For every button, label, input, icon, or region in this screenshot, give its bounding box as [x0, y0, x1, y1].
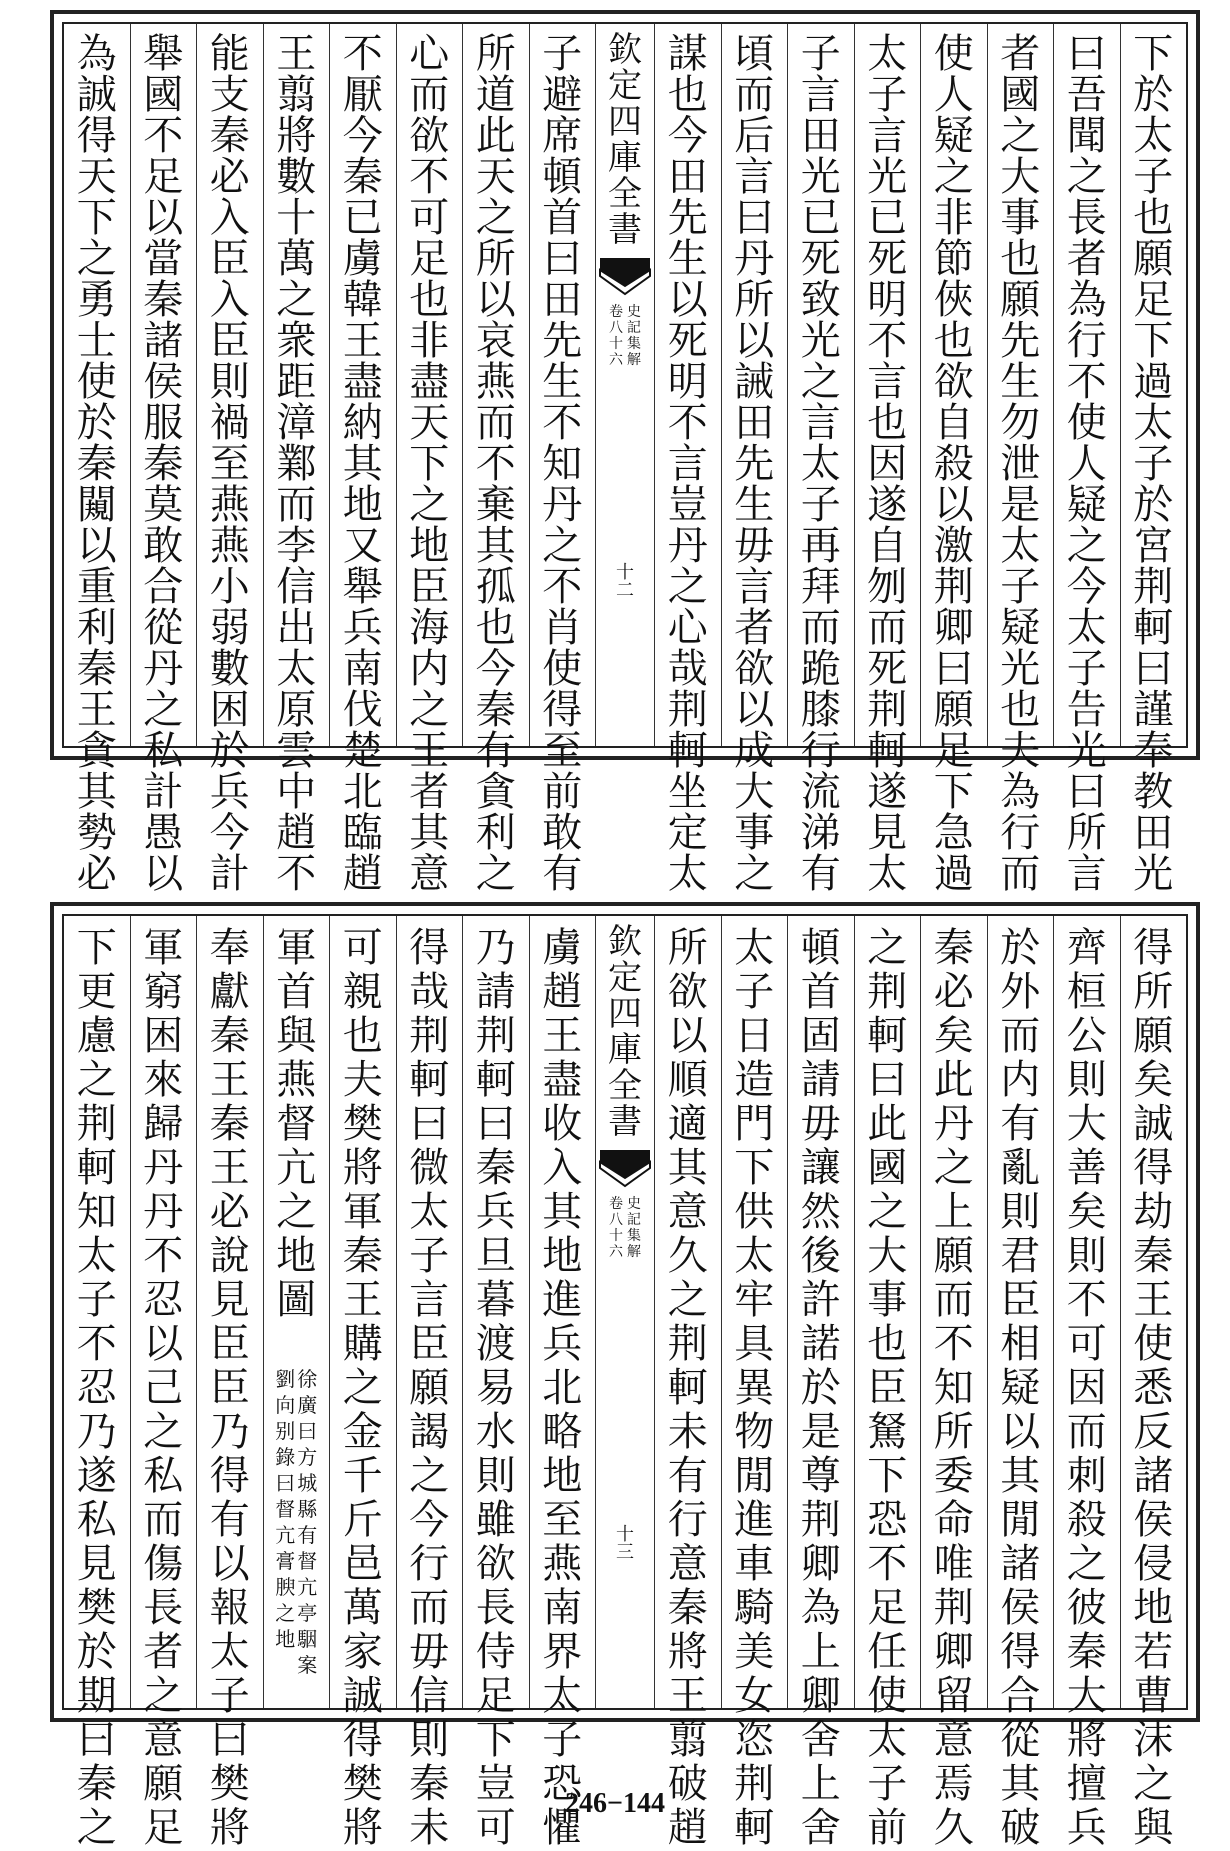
column-text: 所 欲 以 順 適 其 意 久 之 荆 軻 未 有 行 意 秦 將 王 翦 破 趙 — [667, 925, 708, 1851]
leaf-number: 十 二 — [616, 562, 634, 601]
column-text: 可 親 也 夫 樊 將 軍 秦 王 購 之 金 千 斤 邑 萬 家 誠 得 樊 將 — [342, 925, 383, 1851]
text-column — [1120, 916, 1187, 1851]
column-text: 者 國 之 大 事 也 願 先 生 勿 泄 是 太 子 疑 光 也 夫 為 行 而 — [1000, 31, 1041, 897]
column-text: 之 荆 軻 曰 此 國 之 大 事 也 臣 駑 下 恐 不 足 任 使 太 子 前 — [867, 925, 908, 1851]
text-column — [396, 24, 463, 897]
book-name: 史 記 集 解 — [627, 1196, 641, 1260]
text-column — [1053, 916, 1120, 1851]
header-title: 欽 定 四 庫 全 書 — [608, 922, 642, 1142]
column-text: 所 道 此 天 之 所 以 哀 燕 而 不 棄 其 孤 也 今 秦 有 貪 利 之 — [475, 31, 516, 897]
text-column — [64, 24, 130, 897]
text-column — [787, 916, 854, 1851]
column-text: 頓 首 固 請 毋 讓 然 後 許 諾 於 是 尊 荆 卿 為 上 卿 舍 上 舍 — [800, 925, 841, 1851]
text-column — [920, 24, 987, 897]
column-text: 為 誠 得 天 下 之 勇 士 使 於 秦 闚 以 重 利 秦 王 貪 其 勢 必 — [76, 31, 117, 897]
column-text: 於 外 而 内 有 亂 則 君 臣 相 疑 以 其 閒 諸 侯 得 合 從 其 破 — [1000, 925, 1041, 1851]
text-column — [64, 916, 130, 1851]
top-page — [50, 10, 1200, 897]
book-name: 史 記 集 解 — [627, 304, 641, 368]
column-text: 齊 桓 公 則 大 善 矣 則 不 可 因 而 刺 殺 之 彼 秦 大 將 擅 兵 — [1066, 925, 1107, 1851]
text-column — [787, 24, 854, 897]
page-footer-number: 246−144 — [565, 1788, 665, 1819]
column-text: 軍 窮 困 來 歸 丹 丹 不 忍 以 己 之 私 而 傷 長 者 之 意 願 足 — [143, 925, 184, 1851]
text-column — [854, 916, 921, 1851]
text-column — [721, 916, 788, 1851]
text-column — [987, 24, 1054, 897]
leaf-number: 十 三 — [616, 1524, 634, 1563]
column-text: 乃 請 荆 軻 曰 秦 兵 旦 暮 渡 易 水 則 雖 欲 長 侍 足 下 豈 可 — [475, 925, 516, 1851]
column-text: 舉 國 不 足 以 當 秦 諸 侯 服 秦 莫 敢 合 從 丹 之 私 計 愚 以 — [143, 31, 184, 897]
text-column — [396, 916, 463, 1851]
column-text: 得 所 願 矣 誠 得 劫 秦 王 使 悉 反 諸 侯 侵 地 若 曹 沫 之 與 — [1133, 925, 1174, 1851]
column-text: 使 人 疑 之 非 節 俠 也 欲 自 殺 以 激 荆 卿 曰 願 足 下 急 過 — [933, 31, 974, 897]
text-column — [920, 916, 987, 1851]
text-column — [130, 24, 197, 897]
column-text: 得 哉 荆 軻 曰 微 太 子 言 臣 願 謁 之 今 行 而 毋 信 則 秦 未 — [409, 925, 450, 1851]
text-column — [462, 916, 529, 1851]
annotation-line: 劉 向 别 錄 曰 督 亢 膏 腴 之 地 — [275, 1367, 296, 1651]
fishtail-mark-icon — [598, 256, 652, 296]
text-column — [854, 24, 921, 897]
text-column — [196, 916, 263, 1851]
column-text: 能 支 秦 必 入 臣 入 臣 則 禍 至 燕 燕 小 弱 數 困 於 兵 今 計 — [209, 31, 250, 897]
column-text: 奉 獻 秦 王 秦 王 必 說 見 臣 臣 乃 得 有 以 報 太 子 曰 樊 將 — [209, 925, 250, 1851]
column-text: 不 厭 今 秦 已 虜 韓 王 盡 納 其 地 又 舉 兵 南 伐 楚 北 臨 趙 — [342, 31, 383, 897]
text-column — [1053, 24, 1120, 897]
text-column — [1120, 24, 1187, 897]
column-text: 頃 而 后 言 曰 丹 所 以 誡 田 先 生 毋 言 者 欲 以 成 大 事 之 — [734, 31, 775, 897]
column-text: 下 於 太 子 也 願 足 下 過 太 子 於 宮 荆 軻 曰 謹 奉 教 田 光 — [1133, 31, 1174, 897]
center-fold-column — [595, 916, 654, 1708]
text-column — [987, 916, 1054, 1851]
volume-number: 卷 八 十 六 — [609, 1196, 623, 1260]
annotation-line: 徐 廣 曰 方 城 縣 有 督 亢 亭 駰 案 — [297, 1367, 318, 1677]
column-text: 太 子 日 造 門 下 供 太 牢 具 異 物 閒 進 車 騎 美 女 恣 荆 軻 — [734, 925, 775, 1851]
column-text: 子 避 席 頓 首 曰 田 先 生 不 知 丹 之 不 肖 使 得 至 前 敢 有 — [542, 31, 583, 897]
column-text: 軍 首 與 燕 督 亢 之 地 圖 — [276, 925, 317, 1323]
column-text: 子 言 田 光 已 死 致 光 之 言 太 子 再 拜 而 跪 膝 行 流 涕 有 — [800, 31, 841, 897]
column-text: 虜 趙 王 盡 收 入 其 地 進 兵 北 略 地 至 燕 南 界 太 子 恐 懼 — [542, 925, 583, 1851]
text-column — [196, 24, 263, 897]
commentary-annotation — [268, 1366, 326, 1678]
book-volume-label — [596, 1196, 654, 1260]
text-column — [130, 916, 197, 1851]
column-text: 秦 必 矣 此 丹 之 上 願 而 不 知 所 委 命 唯 荆 卿 留 意 焉 久 — [933, 925, 974, 1851]
text-column — [721, 24, 788, 897]
volume-number: 卷 八 十 六 — [609, 304, 623, 368]
column-text: 王 翦 將 數 十 萬 之 衆 距 漳 鄴 而 李 信 出 太 原 雲 中 趙 不 — [276, 31, 317, 897]
fishtail-mark-icon — [598, 1148, 652, 1188]
book-volume-label — [596, 304, 654, 368]
text-column — [329, 916, 396, 1851]
top-page-frame — [62, 22, 1188, 897]
column-text: 曰 吾 聞 之 長 者 為 行 不 使 人 疑 之 今 太 子 告 光 曰 所 言 — [1066, 31, 1107, 897]
text-column — [263, 24, 330, 897]
text-column — [462, 24, 529, 897]
center-fold-column — [595, 24, 654, 746]
text-column — [654, 24, 721, 897]
text-column — [329, 24, 396, 897]
text-column — [263, 916, 330, 1708]
text-column — [529, 916, 596, 1851]
header-title: 欽 定 四 庫 全 書 — [608, 30, 642, 250]
column-text: 謀 也 今 田 先 生 以 死 明 不 言 豈 丹 之 心 哉 荆 軻 坐 定 太 — [667, 31, 708, 897]
text-column — [529, 24, 596, 897]
column-text: 心 而 欲 不 可 足 也 非 盡 天 下 之 地 臣 海 内 之 王 者 其 意 — [409, 31, 450, 897]
column-text: 太 子 言 光 已 死 明 不 言 也 因 遂 自 刎 而 死 荆 軻 遂 見 太 — [867, 31, 908, 897]
column-text: 下 更 慮 之 荆 軻 知 太 子 不 忍 乃 遂 私 見 樊 於 期 曰 秦 之 — [76, 925, 117, 1851]
text-column — [654, 916, 721, 1851]
